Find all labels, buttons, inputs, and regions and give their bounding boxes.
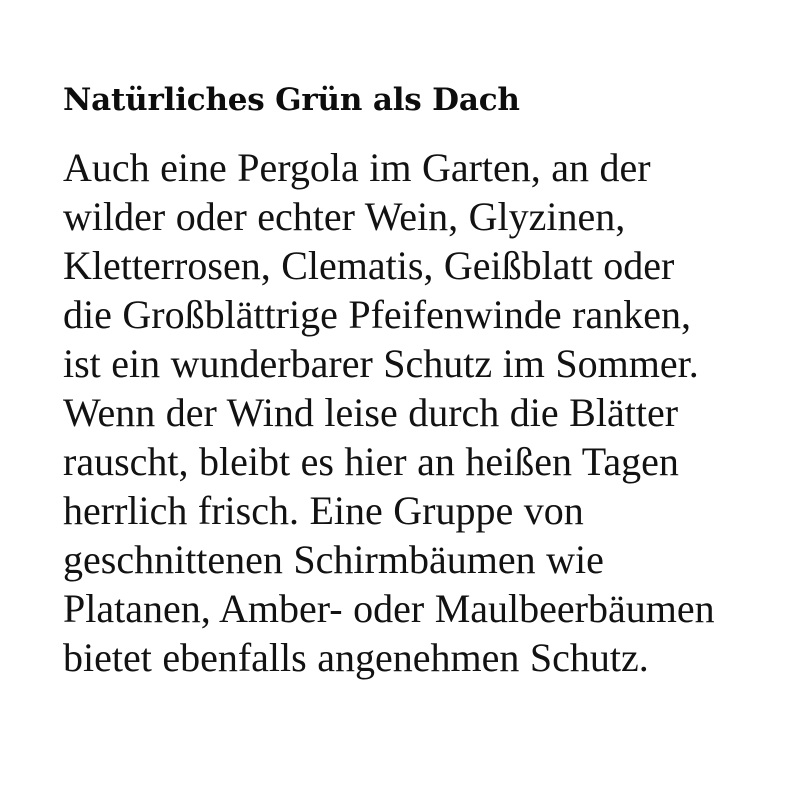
article-paragraph: Auch eine Pergola im Garten, an der wilder oder echter Wein, Glyzinen, Kletterrosen, Clematis, Geißblatt oder die Großblättrige Pfeifenwinde ranken, ist ein wunderbarer Schutz im Sommer. Wenn der Wind leise durch die Blätter rauscht, bleibt es hier an heißen Tagen herrlich frisch. Eine Gruppe von geschnittenen Schirmbäumen wie Platanen, Amber- oder Maulbeerbäumen bietet ebenfalls angenehmen Schutz.: [63, 145, 715, 681]
page-title: Natürliches Grün als Dach: [63, 82, 520, 118]
